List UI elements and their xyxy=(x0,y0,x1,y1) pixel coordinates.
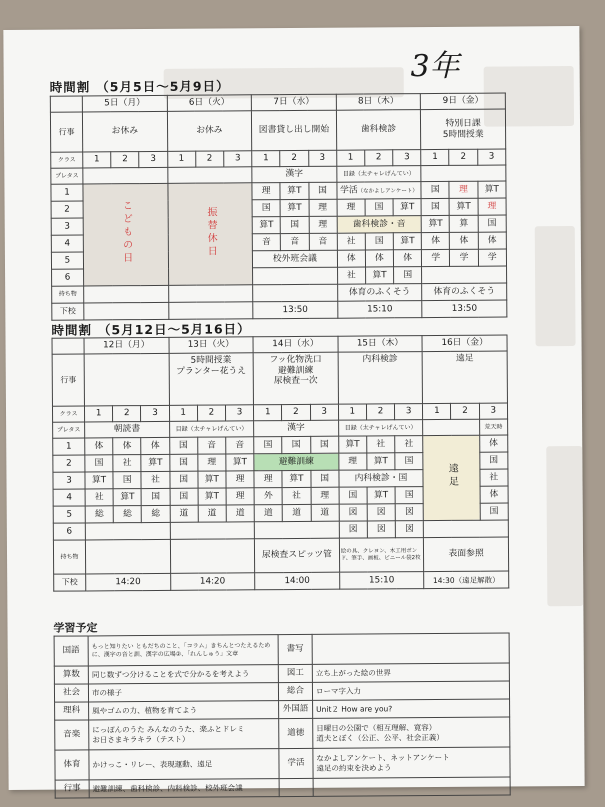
subject-content xyxy=(312,633,509,664)
excursion-block: 遠足 xyxy=(423,435,480,520)
period-row: 6 図 図 図 xyxy=(53,520,508,540)
learning-row xyxy=(55,747,510,780)
dismissal-time: 14:00 xyxy=(255,572,340,590)
subject-content: Unit２ How are you? xyxy=(313,699,510,718)
period-num: 3 xyxy=(53,472,85,489)
row-label: 下校 xyxy=(54,574,86,591)
dismissal-time: 13:50 xyxy=(253,301,338,319)
period-num: 4 xyxy=(51,235,83,252)
dismissal-time: 14:30（遠足解散） xyxy=(424,571,509,589)
class-num: 1 xyxy=(336,150,364,166)
class-num: 3 xyxy=(224,151,252,167)
pre-cell: 荒天時 xyxy=(479,419,507,435)
week2-day: 15日（木） xyxy=(338,336,423,353)
subject-label: 総合 xyxy=(278,682,312,700)
period-row: 1 こどもの日 振替休日 理 算T 国 学活（なかよしアンケート） 国 理 算T xyxy=(51,181,506,201)
learning-title: 学習予定 xyxy=(53,621,98,635)
class-num: 2 xyxy=(449,149,477,165)
subject-label: 社会 xyxy=(54,684,88,702)
pre-cell: 漢字 xyxy=(252,166,337,183)
subject-content: にっぽんのうた みんなのうた、楽ふとドレミ お日さまキラキラ（テスト） xyxy=(89,719,279,750)
supplies-cell: 絵の具、クレヨン、木工用ボンド、筆手、画板、ビニール袋2枚 xyxy=(339,538,424,573)
week1-day: 6日（火） xyxy=(167,95,252,112)
period-num: 3 xyxy=(51,218,83,235)
period-num: 1 xyxy=(51,184,83,201)
subject-label: 国語 xyxy=(54,636,88,666)
week2-dismissal-row xyxy=(54,571,509,591)
pre-cell: 漢字 xyxy=(254,420,339,437)
event-cell: 遠足 xyxy=(422,351,507,404)
subject-content: 日曜日の公園で（相互理解、寛容） 道夫とぼく（公正、公平、社会正義） xyxy=(313,717,510,748)
holiday-block: こどもの日 xyxy=(83,183,168,286)
period-row: 2 国 算T 理 理 国 算T 国 算T 理 xyxy=(51,198,506,218)
subject-label: 体育 xyxy=(55,750,89,780)
subject-content: なかよしアンケート、ネットアンケート 遠足の約束を決めよう xyxy=(313,747,510,778)
week2-timetable xyxy=(52,335,510,592)
pre-cell: 目録（太チャレげんてい） xyxy=(169,421,254,438)
period-num: 5 xyxy=(53,506,85,523)
period-num: 4 xyxy=(53,489,85,506)
evacuation-drill: 避難訓練 xyxy=(254,453,339,471)
class-num: 1 xyxy=(83,152,111,168)
class-num: 2 xyxy=(365,150,393,166)
row-label: 持ち物 xyxy=(53,540,85,574)
week1-day: 9日（金） xyxy=(421,93,506,110)
class-num: 3 xyxy=(139,151,167,167)
period-row: 2 国 社 算T 国 理 算T 避難訓練 理 算T 国 国 xyxy=(53,452,508,472)
subject-content: 立ち上がった絵の世界 xyxy=(312,663,509,682)
subject-content xyxy=(313,777,510,796)
row-label: プレタス xyxy=(51,168,83,184)
period-row: 5 校外班会議 体 体 体 学 学 学 xyxy=(51,249,506,269)
week2-events-row xyxy=(52,351,507,406)
event-cell: お休み xyxy=(167,111,252,152)
week1-events-row xyxy=(50,109,505,152)
class-num: 3 xyxy=(308,150,336,166)
period-row: 6 社 算T 国 xyxy=(52,266,507,286)
subject-content: 避難訓練、歯科検診、内科検診、校外班会議 xyxy=(89,779,279,798)
period-row: 3 算T 国 理 歯科検診・音 算T 算 国 xyxy=(51,215,506,235)
row-label: 行事 xyxy=(52,354,84,406)
subject-label: 学活 xyxy=(279,748,313,778)
period-row: 4 音 音 音 社 国 算T 体 体 体 xyxy=(51,232,506,252)
pre-cell: 朝読書 xyxy=(85,421,170,438)
subject-content: 市の様子 xyxy=(88,683,278,702)
week1-day: 8日（木） xyxy=(336,94,421,111)
class-num: 1 xyxy=(421,149,449,165)
period-num: 6 xyxy=(53,523,85,540)
grade-label: 3年 xyxy=(410,48,460,85)
subject-label: 道徳 xyxy=(279,718,313,748)
class-num: 3 xyxy=(477,149,505,165)
class-num: 1 xyxy=(167,151,195,167)
event-cell: 5時間授業 プランター花うえ xyxy=(169,353,254,406)
subject-content: 風やゴムの力、植物を育てよう xyxy=(89,701,279,720)
row-label: クラス xyxy=(52,406,84,422)
subject-label: 図工 xyxy=(278,664,312,682)
period-row: 4 社 算T 国 国 算T 理 外 社 理 国 算T 国 体 xyxy=(53,486,508,506)
holiday-block: 振替休日 xyxy=(167,183,252,286)
week2-day: 16日（金） xyxy=(422,335,507,352)
class-num: 2 xyxy=(195,151,223,167)
period-num: 6 xyxy=(52,269,84,286)
subject-label: 音楽 xyxy=(55,720,89,750)
learning-table xyxy=(54,633,511,799)
thu-p1: 学活（なかよしアンケート） xyxy=(337,182,422,200)
subject-content: ローマ字入力 xyxy=(312,681,509,700)
week2-day: 12日（月） xyxy=(84,337,169,354)
dismissal-time: 14:20 xyxy=(86,573,171,591)
subject-label: 書写 xyxy=(278,634,312,664)
club-meeting: 校外班会議 xyxy=(253,250,338,268)
subject-content: 同じ数ずつ分けることを式で分かるを考えよう xyxy=(88,665,278,684)
schedule-sheet xyxy=(3,26,584,794)
event-cell: 特別日課 5時間授業 xyxy=(421,109,506,150)
supplies-cell: 体育のふくそう xyxy=(337,284,422,302)
period-num: 2 xyxy=(51,201,83,218)
week1-title: 時間割 （5月5日～5月9日） xyxy=(49,78,230,95)
subject-label: 理科 xyxy=(55,702,89,720)
period-row: 3 算T 国 社 国 算T 理 理 算T 国 内科検診・国 社 xyxy=(53,469,508,489)
medical-checkup: 内科検診・国 xyxy=(339,470,424,488)
supplies-cell: 尿検査スピッツ管 xyxy=(255,538,340,573)
week1-dismissal-row xyxy=(52,300,507,320)
row-label: 持ち物 xyxy=(52,286,84,303)
subject-label: 外国語 xyxy=(279,700,313,718)
learning-row xyxy=(55,777,510,798)
period-num: 5 xyxy=(51,252,83,269)
class-num: 1 xyxy=(252,151,280,167)
subject-label: 行事 xyxy=(55,780,89,798)
learning-row xyxy=(54,633,509,666)
row-label: プレタス xyxy=(53,422,85,438)
week1-day: 5日（月） xyxy=(82,95,167,112)
dismissal-time: 14:20 xyxy=(170,573,255,591)
event-cell: 歯科検診 xyxy=(336,110,421,151)
pre-cell: 目録（太チャレげんてい） xyxy=(337,166,422,183)
subject-label xyxy=(279,778,313,796)
period-row: 5 総 総 総 道 道 道 道 道 道 図 図 図 国 xyxy=(53,503,508,523)
event-cell: フッ化物洗口 避難訓練 尿検査一次 xyxy=(253,352,338,405)
dismissal-time: 15:10 xyxy=(339,572,424,590)
row-label: 行事 xyxy=(50,112,82,152)
week1-day: 7日（水） xyxy=(251,94,336,111)
class-num: 2 xyxy=(111,152,139,168)
subject-content: かけっこ・リレー、表現運動、遠足 xyxy=(89,749,279,780)
pre-cell: 目録（太チャレげんてい） xyxy=(338,420,423,437)
dismissal-time: 15:10 xyxy=(337,301,422,319)
week2-day: 13日（火） xyxy=(169,337,254,354)
class-num: 3 xyxy=(393,150,421,166)
learning-row xyxy=(55,717,510,750)
week2-day: 14日（水） xyxy=(253,336,338,353)
period-row: 1 体 体 体 国 音 音 国 国 国 算T 社 社 遠足 体 xyxy=(53,435,508,455)
subject-content: もっと知りたい ともだちのこと、「コラム」きちんとつたえるために、漢字の音と訓、漢字の広場②、「れんしゅう」文章 xyxy=(88,635,278,666)
supplies-cell: 体育のふくそう xyxy=(422,283,507,301)
week2-supplies-row xyxy=(53,537,508,574)
event-cell: 内科検診 xyxy=(338,352,423,405)
row-label: クラス xyxy=(51,152,83,168)
supplies-cell: 表面参照 xyxy=(424,537,509,572)
week2-title: 時間割 （5月12日～5月16日） xyxy=(51,321,251,338)
period-num: 2 xyxy=(53,455,85,472)
week2-class-row: クラス 1 2 3 1 2 3 1 2 3 1 2 3 1 2 3 xyxy=(52,403,507,422)
event-cell: 図書貸し出し開始 xyxy=(252,110,337,151)
period-num: 1 xyxy=(53,438,85,455)
dismissal-time: 13:50 xyxy=(422,300,507,318)
class-num: 2 xyxy=(280,150,308,166)
week1-timetable xyxy=(50,93,508,321)
subject-label: 算数 xyxy=(54,666,88,684)
dental-checkup: 歯科検診・音 xyxy=(337,216,422,234)
event-cell: お休み xyxy=(82,111,167,152)
row-label: 下校 xyxy=(52,303,84,320)
